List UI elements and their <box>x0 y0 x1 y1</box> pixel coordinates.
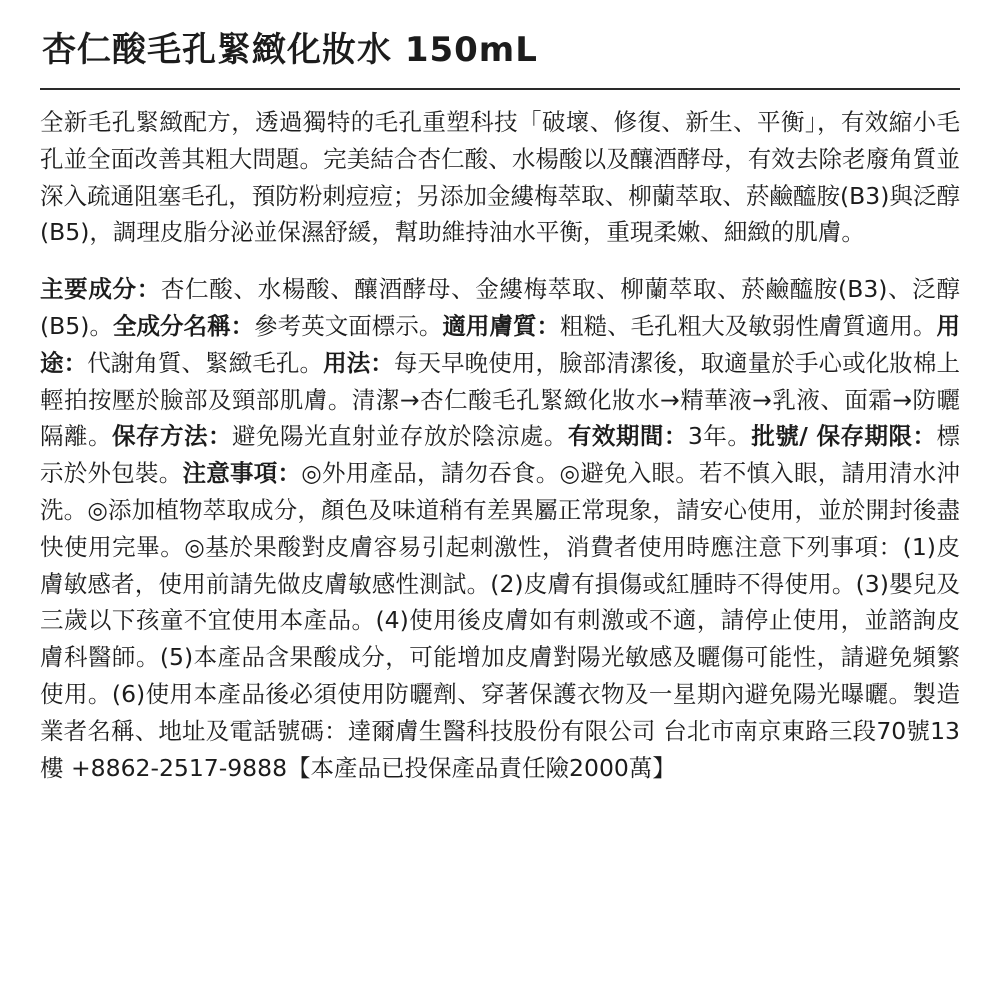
caution-text: ◎外用產品，請勿吞食。◎避免入眼。若不慎入眼，請用清水沖洗。◎添加植物萃取成分，顏色及味道稍有差異屬正常現象，請安心使用，並於開封後盡快使用完畢。◎基於果酸對皮膚容易引起刺激性，消費者使用時應注意下列事項：(1)皮膚敏感者，使用前請先做皮膚敏感性測試。(2)皮膚有損傷或紅腫時不得使用。(3)嬰兒及三歲以下孩童不宜使用本產品。(4)使用後皮膚如有刺激或不適，請停止使用，並諮詢皮膚科醫師。(5)本產品含果酸成分，可能增加皮膚對陽光敏感及曬傷可能性，請避免頻繁使用。(6)使用本產品後必須使用防曬劑、穿著保護衣物及一星期內避免陽光曝曬。製造業者名稱、地址及電話號碼：達爾膚生醫科技股份有限公司 台北市南京東路三段70號13樓 +8862-2517-9888【本產品已投保產品責任險2000萬】 <box>40 459 960 782</box>
usage-label: 用法： <box>323 348 394 377</box>
storage-text: 避免陽光直射並存放於陰涼處。 <box>231 422 568 451</box>
full-ingredients-label: 全成分名稱： <box>112 311 255 340</box>
usage-text: 每天早晚使用，臉部清潔後，取適量於手心或化妝棉上輕拍按壓於臉部及頸部肌膚。清潔→杏仁酸毛孔緊緻化妝水→精華液→乳液、面霜→防曬隔離。 <box>40 348 961 451</box>
caution-label: 注意事項： <box>182 459 302 488</box>
full-ingredients-text: 參考英文面標示。 <box>254 311 443 340</box>
batch-label: 批號/ 保存期限： <box>751 422 937 451</box>
product-title: 杏仁酸毛孔緊緻化妝水 150mL <box>42 30 538 70</box>
title-divider <box>40 88 960 90</box>
main-ingredients-text: 杏仁酸、水楊酸、釀酒酵母、金縷梅萃取、柳蘭萃取、菸鹼醯胺(B3)、泛醇(B5)。 <box>40 275 960 340</box>
purpose-text: 代謝角質、緊緻毛孔。 <box>87 348 324 377</box>
purpose-label: 用途： <box>40 311 961 377</box>
product-info-page <box>40 26 960 786</box>
intro-paragraph: 全新毛孔緊緻配方，透過獨特的毛孔重塑科技「破壞、修復、新生、平衡」，有效縮小毛孔並全面改善其粗大問題。完美結合杏仁酸、水楊酸以及釀酒酵母，有效去除老廢角質並深入疏通阻塞毛孔，預防粉刺痘痘；另添加金縷梅萃取、柳蘭萃取、菸鹼醯胺(B3)與泛醇(B5)，調理皮脂分泌並保濕舒緩，幫助維持油水平衡，重現柔嫩、細緻的肌膚。 <box>40 108 960 247</box>
storage-label: 保存方法： <box>111 422 232 451</box>
batch-text: 標示於外包裝。 <box>40 422 961 488</box>
skin-type-label: 適用膚質： <box>442 311 561 340</box>
validity-label: 有效期間： <box>567 422 688 451</box>
main-ingredients-label: 主要成分： <box>40 275 161 304</box>
validity-text: 3年。 <box>687 422 752 451</box>
skin-type-text: 粗糙、毛孔粗大及敏弱性膚質適用。 <box>560 311 937 340</box>
details-paragraph <box>40 271 960 786</box>
